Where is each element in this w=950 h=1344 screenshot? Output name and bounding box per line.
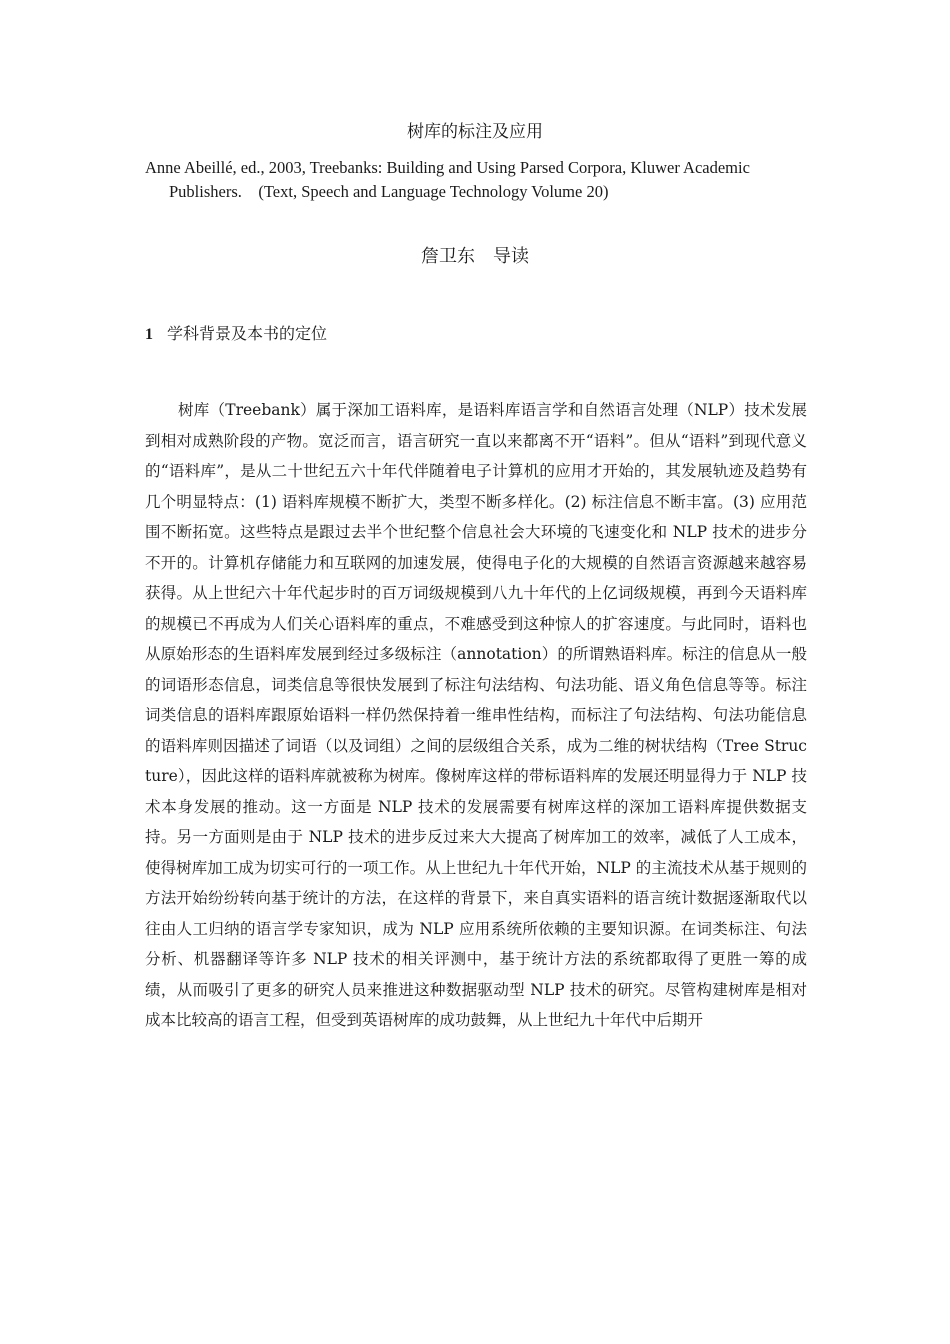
section-heading [145, 322, 327, 347]
document-title: 树库的标注及应用 [407, 122, 543, 142]
citation-line-1: Anne Abeillé, ed., 2003, Treebanks: Building and Using Parsed Corpora, Kluwer Academic [145, 158, 750, 177]
section-title: 学科背景及本书的定位 [167, 324, 328, 343]
section-number: 1 [145, 326, 153, 343]
body-paragraph: 树库（Treebank）属于深加工语料库，是语料库语言学和自然语言处理（NLP）技术发展到相对成熟阶段的产物。宽泛而言，语言研究一直以来都离不开“语料”。但从“语料”到现代意义的“语料库”，是从二十世纪五六十年代伴随着电子计算机的应用才开始的，其发展轨迹及趋势有几个明显特点：(1) 语料库规模不断扩大，类型不断多样化。(2) 标注信息不断丰富。(3) 应用范围不断拓宽。这些特点是跟过去半个世纪整个信息社会大环境的飞速变化和 NLP 技术的进步分不开的。计算机存储能力和互联网的加速发展，使得电子化的大规模的自然语言资源越来越容易获得。从上世纪六十年代起步时的百万词级规模到八九十年代的上亿词级规模，再到今天语料库的规模已不再成为人们关心语料库的重点，不难感受到这种惊人的扩容速度。与此同时，语料也从原始形态的生语料库发展到经过多级标注（annotation）的所谓熟语料库。标注的信息从一般的词语形态信息，词类信息等很快发展到了标注句法结构、句法功能、语义角色信息等等。标注词类信息的语料库跟原始语料一样仍然保持着一维串性结构，而标注了句法结构、句法功能信息的语料库则因描述了词语（以及词组）之间的层级组合关系，成为二维的树状结构（Tree Structure），因此这样的语料库就被称为树库。像树库这样的带标语料库的发展还明显得力于 NLP 技术本身发展的推动。这一方面是 NLP 技术的发展需要有树库这样的深加工语料库提供数据支持。另一方面则是由于 NLP 技术的进步反过来大大提高了树库加工的效率，减低了人工成本，使得树库加工成为切实可行的一项工作。从上世纪九十年代开始，NLP 的主流技术从基于规则的方法开始纷纷转向基于统计的方法，在这样的背景下，来自真实语料的语言统计数据逐渐取代以往由人工归纳的语言学专家知识，成为 NLP 应用系统所依赖的主要知识源。在词类标注、句法分析、机器翻译等许多 NLP 技术的相关评测中，基于统计方法的系统都取得了更胜一筹的成绩，从而吸引了更多的研究人员来推进这种数据驱动型 NLP 技术的研究。尽管构建树库是相对成本比较高的语言工程，但受到英语树库的成功鼓舞，从上世纪九十年代中后期开 [145, 401, 807, 1029]
citation-line-2: Publishers. (Text, Speech and Language Technology Volume 20) [169, 182, 609, 201]
author-line: 詹卫东 导读 [421, 246, 529, 267]
book-citation [145, 156, 785, 204]
